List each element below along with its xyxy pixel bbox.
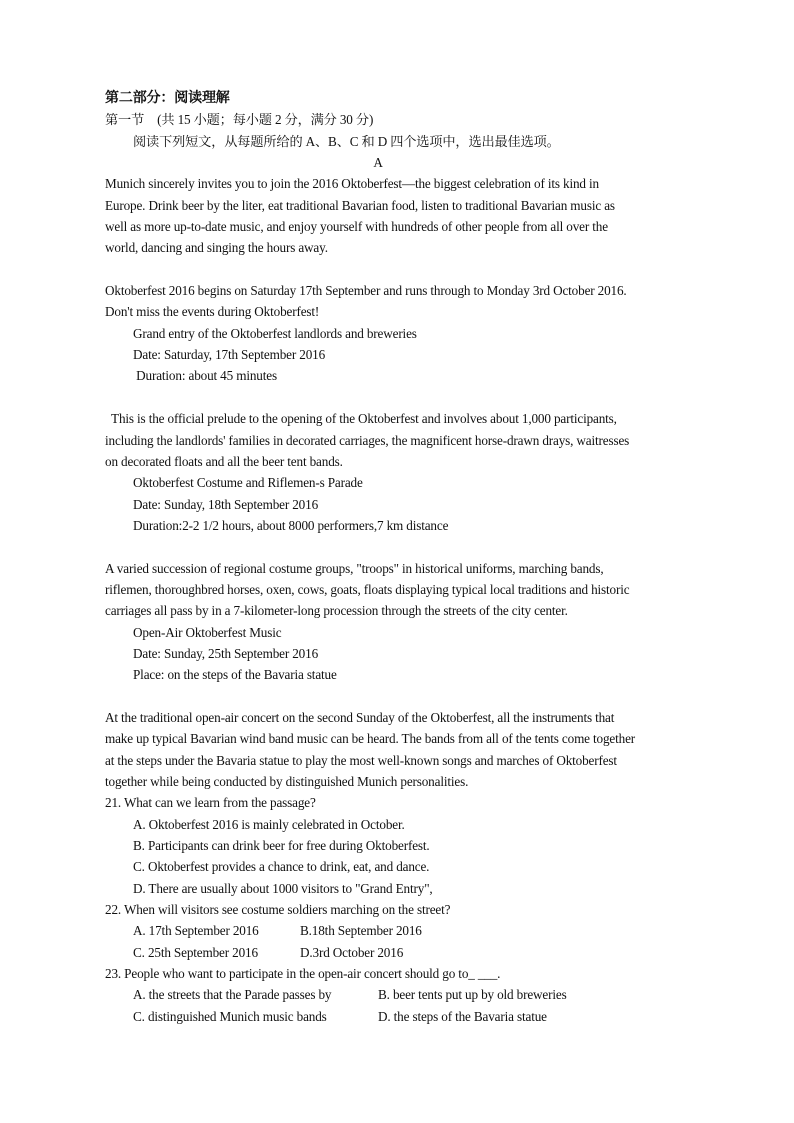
event-name: Open-Air Oktoberfest Music <box>133 624 282 640</box>
document-page <box>105 88 695 1027</box>
question-option: B.18th September 2016 <box>300 923 422 939</box>
event-description: riflemen, thoroughbred horses, oxen, cows, goats, floats displaying typical local traditions and historic <box>105 581 630 597</box>
question-stem: 21. What can we learn from the passage? <box>105 795 316 811</box>
question-option: D. There are usually about 1000 visitors to "Grand Entry", <box>133 880 433 896</box>
question-stem: 22. When will visitors see costume soldiers marching on the street? <box>105 902 451 918</box>
option-row <box>105 942 695 963</box>
event-duration: Duration: about 45 minutes <box>133 368 277 384</box>
intro-line: Munich sincerely invites you to join the 2016 Oktoberfest—the biggest celebration of its kind in <box>105 176 599 192</box>
option-row <box>105 1006 695 1027</box>
section-info: 第一节 (共 15 小题；每小题 2 分，满分 30 分) <box>105 112 374 128</box>
event-description: on decorated floats and all the beer tent bands. <box>105 453 343 469</box>
question-option: C. 25th September 2016 <box>133 944 258 960</box>
question-option: A. the streets that the Parade passes by <box>133 987 332 1003</box>
question-stem: 23. People who want to participate in the open-air concert should go to_ ___. <box>105 966 501 982</box>
part-title: 第二部分：阅读理解 <box>105 91 230 106</box>
question-option: A. 17th September 2016 <box>133 923 259 939</box>
question-option: C. Oktoberfest provides a chance to drink, eat, and dance. <box>133 859 430 875</box>
option-row <box>105 984 695 1005</box>
event-description: including the landlords' families in decorated carriages, the magnificent horse-drawn drays, waitresses <box>105 432 630 448</box>
question-option: A. Oktoberfest 2016 is mainly celebrated in October. <box>133 816 405 832</box>
event-date: Date: Saturday, 17th September 2016 <box>133 347 326 363</box>
schedule-line: Oktoberfest 2016 begins on Saturday 17th September and runs through to Monday 3rd October 2016. <box>105 283 627 299</box>
event-description: This is the official prelude to the opening of the Oktoberfest and involves about 1,000 participants, <box>105 411 617 427</box>
question-option: C. distinguished Munich music bands <box>133 1008 327 1024</box>
event-description: at the steps under the Bavaria statue to play the most well-known songs and marches of Oktoberfest <box>105 752 617 768</box>
event-name: Grand entry of the Oktoberfest landlords and breweries <box>133 325 417 341</box>
passage-label: A <box>373 155 383 171</box>
instructions: 阅读下列短文，从每题所给的 A、B、C 和 D 四个选项中，选出最佳选项。 <box>133 133 560 149</box>
event-date: Date: Sunday, 25th September 2016 <box>133 645 319 661</box>
event-date: Date: Sunday, 18th September 2016 <box>133 496 319 512</box>
event-description: together while being conducted by distinguished Munich personalities. <box>105 774 469 789</box>
event-description: A varied succession of regional costume groups, "troops" in historical uniforms, marching bands, <box>105 560 604 576</box>
option-row <box>105 920 695 941</box>
event-description: At the traditional open-air concert on the second Sunday of the Oktoberfest, all the instruments that <box>105 709 615 725</box>
event-description: make up typical Bavarian wind band music can be heard. The bands from all of the tents come together <box>105 731 636 747</box>
intro-line: well as more up-to-date music, and enjoy yourself with hundreds of other people from all over the <box>105 219 608 235</box>
question-option: D.3rd October 2016 <box>300 944 404 960</box>
intro-line: Europe. Drink beer by the liter, eat traditional Bavarian food, listen to traditional Bavarian music as <box>105 197 615 213</box>
event-description: carriages all pass by in a 7-kilometer-long procession through the streets of the city center. <box>105 603 568 619</box>
question-option: B. Participants can drink beer for free during Oktoberfest. <box>133 838 430 854</box>
event-duration: Duration:2-2 1/2 hours, about 8000 performers,7 km distance <box>133 517 449 533</box>
question-option: D. the steps of the Bavaria statue <box>378 1008 547 1024</box>
event-name: Oktoberfest Costume and Riflemen-s Parade <box>133 475 363 491</box>
event-place: Place: on the steps of the Bavaria statue <box>133 667 337 683</box>
question-option: B. beer tents put up by old breweries <box>378 987 567 1003</box>
schedule-line: Don't miss the events during Oktoberfest! <box>105 304 320 320</box>
intro-line: world, dancing and singing the hours away. <box>105 240 328 256</box>
